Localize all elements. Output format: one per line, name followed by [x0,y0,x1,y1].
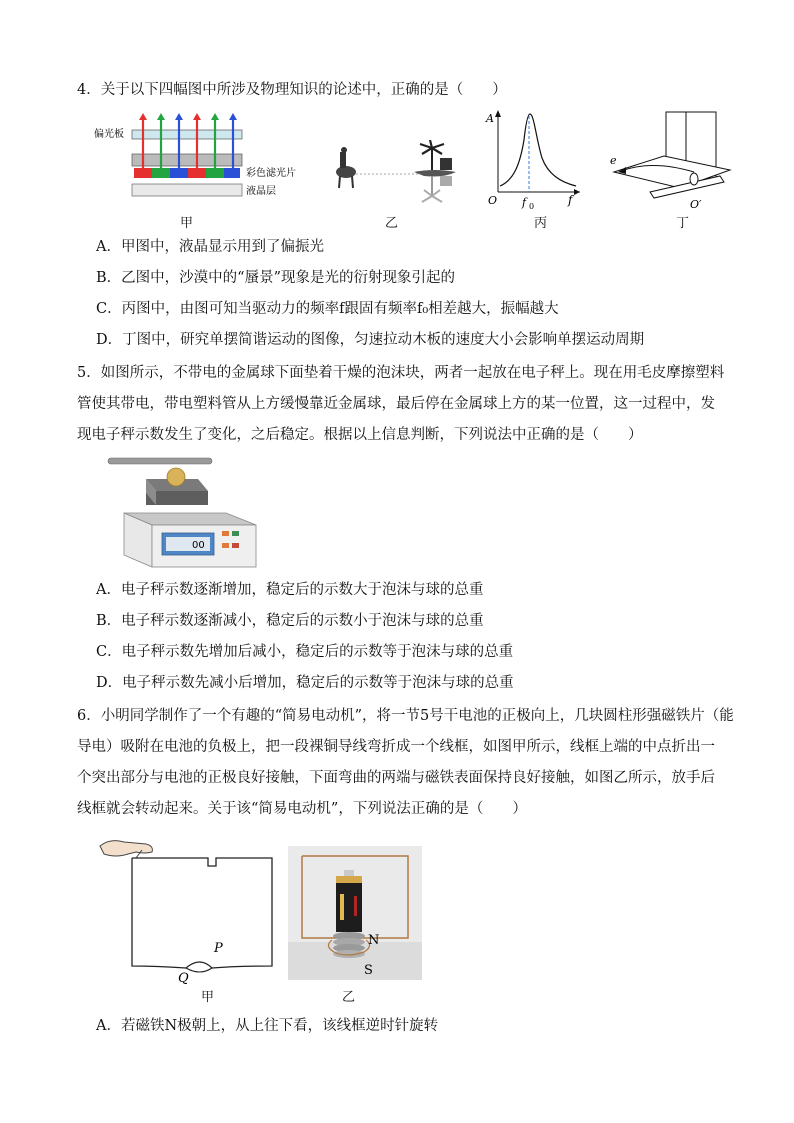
label-p: P [214,941,223,956]
q4-fig-ding-caption: 丁 [676,216,690,231]
label-q: Q [178,971,189,986]
q6-stem-line-4: 线框就会转动起来。关于该“简易电动机”，下列说法正确的是（ ） [77,801,527,817]
q4-fig-jia-caption: 甲 [180,216,194,231]
axis-f-label: f [568,193,573,207]
q4-stem: 4．关于以下四幅图中所涉及物理知识的论述中，正确的是（ ） [77,82,507,98]
q6-fig-jia-wire-frame [96,836,280,986]
q4-option-d: D．丁图中，研究单摆简谐运动的图像，匀速拉动木板的速度大小会影响单摆运动周期 [96,332,645,348]
q4-fig-bing-resonance-graph [484,108,584,210]
q4-fig-ding-pendulum-diagram [604,110,734,210]
q6-stem-line-3: 个突出部分与电池的正极良好接触，下面弯曲的两端与磁铁表面保持良好接触，如图乙所示，放手后 [77,770,715,786]
q6-stem-line-1: 6．小明同学制作了一个有趣的“简易电动机”，将一节5号干电池的正极向上，几块圆柱形强磁铁片（能 [77,708,734,724]
q4-option-c: C．丙图中，由图可知当驱动力的频率f跟固有频率f₀相差越大，振幅越大 [96,301,559,317]
label-n: N [368,933,380,948]
q4-fig-jia-lcd-diagram [94,112,310,212]
q5-electronic-scale-figure [106,455,264,573]
q5-option-a: A．电子秤示数逐渐增加，稳定后的示数大于泡沫与球的总重 [96,582,484,598]
polarizer-label: 偏光板 [94,129,124,140]
label-e: e [610,154,617,167]
color-filter-label: 彩色滤光片 [246,168,296,179]
q5-option-d: D．电子秤示数先减小后增加，稳定后的示数等于泡沫与球的总重 [96,675,514,691]
liquid-crystal-label: 液晶层 [246,186,276,197]
q6-fig-yi-motor-photo [288,846,422,980]
q6-stem-line-2: 导电）吸附在电池的负极上，把一段裸铜导线弯折成一个线框，如图甲所示，线框上端的中点折出一 [77,739,715,755]
q6-option-a: A．若磁铁N极朝上，从上往下看，该线框逆时针旋转 [96,1018,439,1034]
q4-fig-bing-caption: 丙 [534,216,548,231]
q4-option-b: B．乙图中，沙漠中的“蜃景”现象是光的衍射现象引起的 [96,270,455,286]
scale-display-readout: 00 [192,540,205,551]
q4-option-a: A．甲图中，液晶显示用到了偏振光 [96,239,324,255]
axis-a-label: A [486,112,494,125]
f0-subscript: 0 [529,202,535,210]
f0-label: f [522,196,527,209]
q4-fig-yi-caption: 乙 [385,216,399,231]
q4-fig-yi-mirage-image [334,140,460,210]
origin-label: O [488,194,498,207]
q6-fig-jia-caption: 甲 [201,990,215,1005]
q6-fig-yi-caption: 乙 [342,990,356,1005]
label-s: S [364,963,373,978]
label-o-prime: O′ [690,198,702,210]
q5-option-b: B．电子秤示数逐渐减小，稳定后的示数小于泡沫与球的总重 [96,613,484,629]
q5-option-c: C．电子秤示数先增加后减小，稳定后的示数等于泡沫与球的总重 [96,644,514,660]
q5-stem-line-1: 5．如图所示，不带电的金属球下面垫着干燥的泡沫块，两者一起放在电子秤上。现在用毛皮摩擦塑料 [77,365,725,381]
q5-stem-line-2: 管使其带电，带电塑料管从上方缓慢靠近金属球，最后停在金属球上方的某一位置，这一过程中，发 [77,396,715,412]
q5-stem-line-3: 现电子秤示数发生了变化，之后稳定。根据以上信息判断，下列说法中正确的是（ ） [77,427,643,443]
